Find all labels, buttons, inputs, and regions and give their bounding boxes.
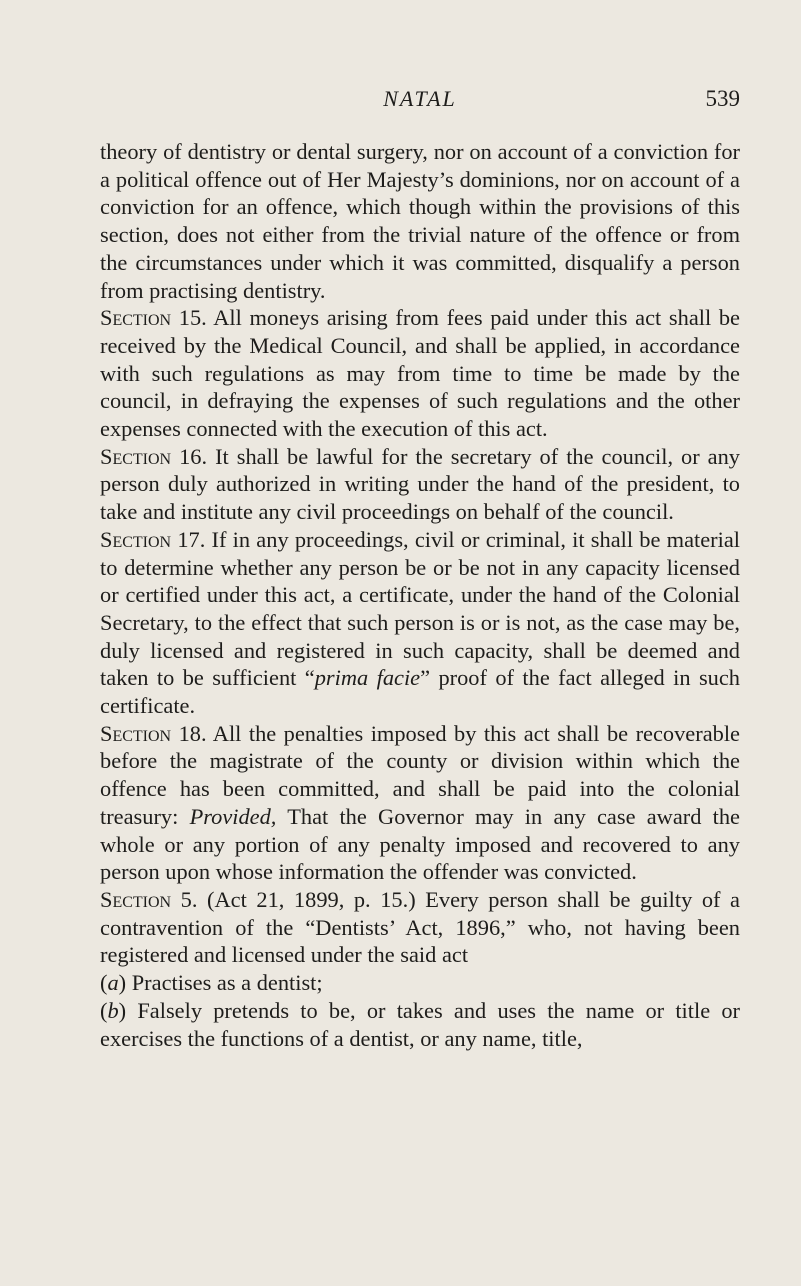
body-text: [100, 138, 740, 1052]
section-label: Section 17.: [100, 526, 206, 552]
section-text: It shall be lawful for the secretary of the council, or any person duly authorized in writing under the hand of the president, to take and institute any civil proceedings on behalf of the council.: [100, 443, 740, 525]
latin-phrase: prima facie: [314, 665, 421, 691]
section-text-continued: That the Governor may in any case award the whole or any portion of any penalty imposed and recovered to any person upon whose information the offender was convicted.: [100, 803, 740, 885]
section-16-paragraph: [100, 443, 740, 526]
section-17-paragraph: [100, 526, 740, 720]
page-number: 539: [705, 86, 740, 111]
section-text-continued: ” proof of the fact alleged in such certificate.: [100, 665, 740, 719]
section-5-paragraph: [100, 886, 740, 969]
continued-paragraph: [100, 138, 740, 304]
clause-label: b: [107, 997, 119, 1023]
section-label: Section 15.: [100, 305, 207, 331]
clause-open: (: [100, 970, 108, 996]
section-text: If in any proceedings, civil or criminal, it shall be material to determine whether any person be or be not in any capacity licensed or certified under this act, a certificate, under the hand of the Colonial Secretary, to the effect that such person is or is not, as the case may be, duly licensed and registered in such capacity, shall be deemed and taken to be sufficient “: [100, 526, 741, 691]
clause-label: a: [107, 970, 119, 996]
section-18-paragraph: [100, 720, 740, 886]
clause-b: [100, 997, 740, 1052]
paragraph-text: theory of dentistry or dental surgery, nor on account of a conviction for a political offence out of Her Majesty’s dominions, nor on account of a conviction for an offence, which though within the provisions of this section, does not either from the trivial nature of the offence or from the circumstances under which it was committed, disqualify a person from practising dentistry.: [100, 139, 740, 303]
running-head: [100, 82, 740, 116]
clause-text: ) Falsely pretends to be, or takes and uses the name or title or exercises the functions of a dentist, or any name, title,: [100, 997, 740, 1051]
clause-open: (: [100, 997, 108, 1023]
running-title: NATAL: [383, 86, 457, 111]
clause-a: [100, 969, 740, 997]
section-label: Section 18.: [100, 720, 207, 746]
section-15-paragraph: [100, 304, 740, 443]
section-label: Section 5.: [100, 886, 198, 912]
section-text: All moneys arising from fees paid under this act shall be received by the Medical Council, and shall be applied, in accordance with such regulations as may from time to time be made by the council, in defraying the expenses of such regulations and the other expenses connected with the execution of this act.: [100, 305, 740, 442]
proviso-word: Provided,: [189, 803, 277, 829]
section-label: Section 16.: [100, 443, 208, 469]
section-text: All the penalties imposed by this act shall be recoverable before the magistrate of the county or division within which the offence has been committed, and shall be paid into the colonial treasury:: [100, 720, 740, 829]
section-text: (Act 21, 1899, p. 15.) Every person shall be guilty of a contravention of the “Dentists’ Act, 1896,” who, not having been registered and licensed under the said act: [100, 886, 740, 968]
clause-text: ) Practises as a dentist;: [118, 970, 323, 996]
